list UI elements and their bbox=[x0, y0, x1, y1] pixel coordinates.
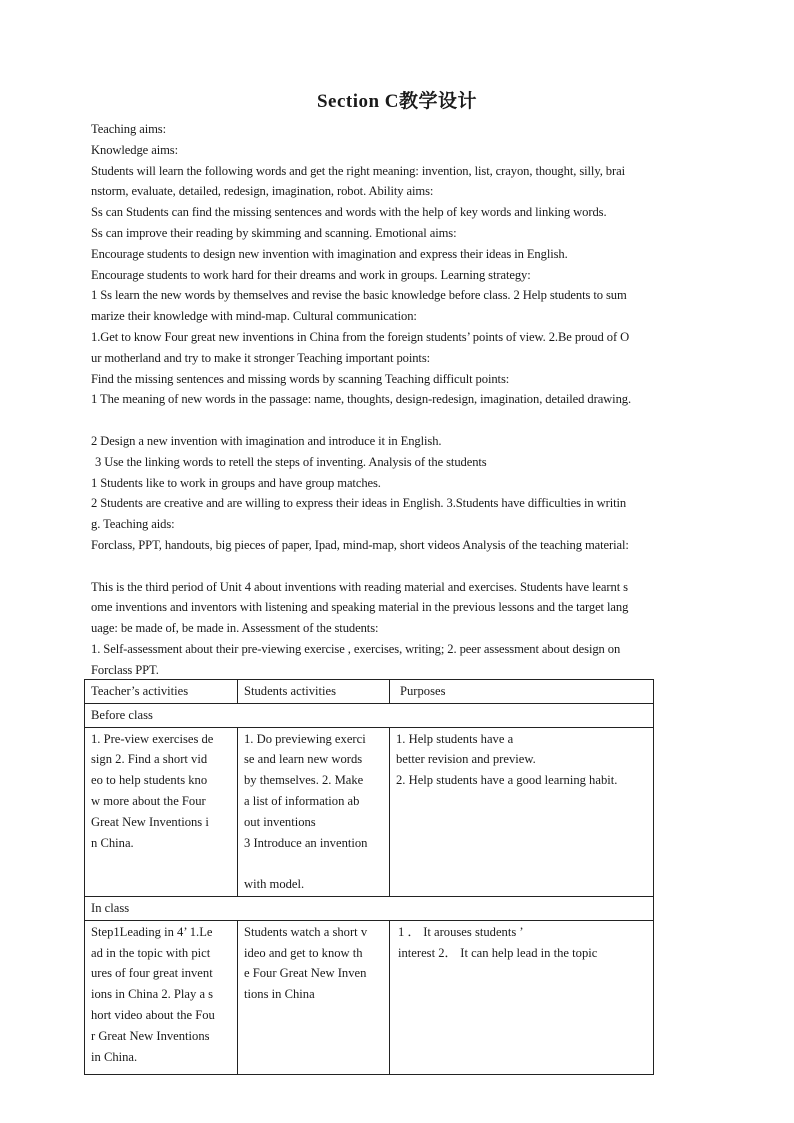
in-purposes-cell bbox=[390, 920, 654, 1074]
cell-line: by themselves. 2. Make bbox=[244, 773, 364, 788]
table-header-row bbox=[85, 680, 654, 704]
body-line: 2 Students are creative and are willing to express their ideas in English. 3.Students have difficulties in writin bbox=[91, 496, 627, 511]
cell-line: in China. bbox=[91, 1049, 138, 1064]
body-line: Encourage students to work hard for their dreams and work in groups. Learning strategy: bbox=[91, 267, 531, 282]
cell-line: better revision and preview. bbox=[396, 752, 536, 767]
document-body bbox=[91, 119, 703, 681]
cell-line: w more about the Four bbox=[91, 793, 206, 808]
page-title: Section C教学设计 bbox=[316, 91, 478, 112]
body-line: Forclass, PPT, handouts, big pieces of paper, Ipad, mind-map, short videos Analysis of the teaching material: bbox=[91, 537, 629, 552]
before-class-label: Before class bbox=[85, 703, 654, 727]
cell-line: Step1Leading in 4’ 1.Le bbox=[91, 924, 213, 939]
cell-line: Students watch a short v bbox=[244, 924, 368, 939]
cell-line: tions in China bbox=[244, 987, 315, 1002]
header-students: Students activities bbox=[238, 680, 390, 704]
body-line: Teaching aims: bbox=[91, 122, 167, 136]
cell-line: 3 Introduce an invention bbox=[244, 835, 368, 850]
body-line: Encourage students to design new invention with imagination and express their ideas in English. bbox=[91, 246, 568, 261]
body-line: uage: be made of, be made in. Assessment of the students: bbox=[91, 621, 379, 636]
body-line bbox=[91, 410, 703, 431]
body-line: 1 Students like to work in groups and have group matches. bbox=[91, 475, 381, 490]
table-row bbox=[85, 727, 654, 896]
header-purposes: Purposes bbox=[390, 680, 654, 704]
cell-line: hort video about the Fou bbox=[91, 1007, 215, 1022]
cell-line: ideo and get to know th bbox=[244, 945, 363, 960]
cell-line: 1. Pre-view exercises de bbox=[91, 731, 214, 746]
cell-line: ures of four great invent bbox=[91, 966, 213, 981]
body-line: nstorm, evaluate, detailed, redesign, imagination, robot. Ability aims: bbox=[91, 184, 434, 199]
cell-line: eo to help students kno bbox=[91, 773, 208, 788]
cell-line: 1 ． It arouses students ’ bbox=[398, 924, 524, 939]
cell-line bbox=[244, 853, 383, 874]
cell-line: 1. Help students have a bbox=[396, 731, 514, 746]
body-line: Ss can Students can find the missing sentences and words with the help of key words and linking words. bbox=[91, 205, 607, 220]
cell-line: ions in China 2. Play a s bbox=[91, 987, 214, 1002]
body-line: Students will learn the following words and get the right meaning: invention, list, crayon, thought, silly, brai bbox=[91, 163, 625, 178]
in-teacher-cell bbox=[85, 920, 238, 1074]
body-line: ome inventions and inventors with listening and speaking material in the previous lessons and the target lang bbox=[91, 600, 629, 615]
table-section-row bbox=[85, 896, 654, 920]
body-line: Forclass PPT. bbox=[91, 662, 159, 677]
table-section-row bbox=[85, 703, 654, 727]
body-line: Knowledge aims: bbox=[91, 142, 178, 157]
cell-line: se and learn new words bbox=[244, 752, 363, 767]
cell-line: ad in the topic with pict bbox=[91, 945, 211, 960]
body-line: g. Teaching aids: bbox=[91, 517, 175, 532]
body-line: Find the missing sentences and missing words by scanning Teaching difficult points: bbox=[91, 371, 510, 386]
body-line: 2 Design a new invention with imagination and introduce it in English. bbox=[91, 433, 442, 448]
header-teacher: Teacher’s activities bbox=[85, 680, 238, 704]
body-line: ur motherland and try to make it stronger Teaching important points: bbox=[91, 350, 431, 365]
in-students-cell bbox=[238, 920, 390, 1074]
before-teacher-cell bbox=[85, 727, 238, 896]
before-students-cell bbox=[238, 727, 390, 896]
body-line: 1.Get to know Four great new inventions in China from the foreign students’ points of view. 2.Be proud of O bbox=[91, 329, 630, 344]
cell-line: interest 2． It can help lead in the topic bbox=[398, 945, 598, 960]
cell-line: 2. Help students have a good learning habit. bbox=[396, 773, 618, 788]
body-line: 3 Use the linking words to retell the steps of inventing. Analysis of the students bbox=[95, 454, 487, 469]
before-purposes-cell bbox=[390, 727, 654, 896]
cell-line: with model. bbox=[244, 877, 305, 892]
cell-line: out inventions bbox=[244, 814, 316, 829]
cell-line: sign 2. Find a short vid bbox=[91, 752, 208, 767]
cell-line: n China. bbox=[91, 835, 134, 850]
cell-line: a list of information ab bbox=[244, 793, 360, 808]
body-line: This is the third period of Unit 4 about inventions with reading material and exercises. Students have learnt s bbox=[91, 579, 628, 594]
cell-line: e Four Great New Inven bbox=[244, 966, 367, 981]
body-line: 1 The meaning of new words in the passage: name, thoughts, design-redesign, imagination, detailed drawing. bbox=[91, 392, 632, 407]
cell-line: 1. Do previewing exerci bbox=[244, 731, 366, 746]
body-line: 1 Ss learn the new words by themselves and revise the basic knowledge before class. 2 Help students to sum bbox=[91, 288, 627, 303]
in-class-label: In class bbox=[85, 896, 654, 920]
body-line: Ss can improve their reading by skimming and scanning. Emotional aims: bbox=[91, 225, 457, 240]
body-line: marize their knowledge with mind-map. Cultural communication: bbox=[91, 309, 417, 324]
body-line: 1. Self-assessment about their pre-viewing exercise , exercises, writing; 2. peer assessment about design on bbox=[91, 641, 621, 656]
activities-table bbox=[84, 679, 654, 1075]
body-line bbox=[91, 556, 703, 577]
cell-line: r Great New Inventions bbox=[91, 1028, 210, 1043]
table-row bbox=[85, 920, 654, 1074]
cell-line: Great New Inventions i bbox=[91, 814, 209, 829]
